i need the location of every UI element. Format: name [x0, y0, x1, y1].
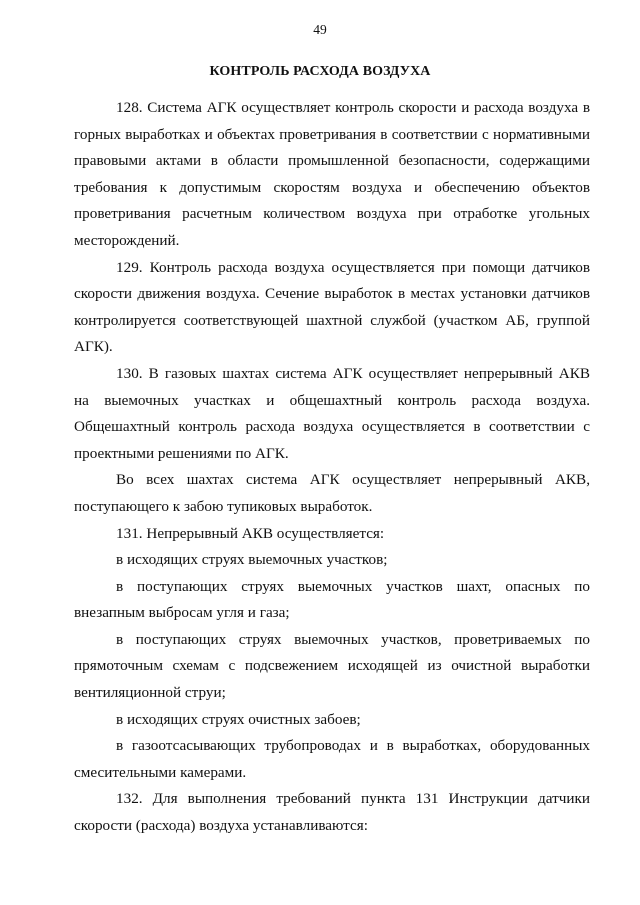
- list-item: в исходящих струях очистных забоев;: [116, 710, 361, 728]
- paragraph-132: 132. Для выполнения требований пункта 131 Инструкции датчики скорости (расхода) воздуха устанавливаются:: [74, 790, 590, 835]
- paragraph-131: 131. Непрерывный АКВ осуществляется:: [116, 524, 385, 542]
- paragraph-128: 128. Система АГК осуществляет контроль скорости и расхода воздуха в горных выработках и объектах проветривания в соответствии с нормативными правовыми актами в области промышленной безопасности, содержащими требования к допустимым скоростям воздуха и обеспечению объектов проветривания расчетным количеством воздуха при отработке угольных месторождений.: [74, 99, 590, 249]
- list-item: в поступающих струях выемочных участков, проветриваемых по прямоточным схемам с подсвежением исходящей из очистной выработки вентиляционной струи;: [74, 630, 590, 702]
- paragraph-129: 129. Контроль расхода воздуха осуществляется при помощи датчиков скорости движения воздуха. Сечение выработок в местах установки датчиков контролируется соответствующей шахтной службой (участком АБ, группой АГК).: [74, 258, 590, 356]
- section-title: КОНТРОЛЬ РАСХОДА ВОЗДУХА: [209, 64, 431, 79]
- list-item: в газоотсасывающих трубопроводах и в выработках, оборудованных смесительными камерами.: [74, 737, 590, 781]
- paragraph-130-continuation: Во всех шахтах система АГК осуществляет непрерывный АКВ, поступающего к забою тупиковых выработок.: [74, 471, 590, 515]
- list-item: в поступающих струях выемочных участков шахт, опасных по внезапным выбросам угля и газа;: [74, 577, 590, 622]
- document-body: [74, 95, 590, 840]
- page-number: 49: [313, 22, 327, 37]
- paragraph-130: 130. В газовых шахтах система АГК осуществляет непрерывный АКВ на выемочных участках и общешахтный контроль расхода воздуха. Общешахтный контроль расхода воздуха осуществляется в соответствии с проектными решениями по АГК.: [74, 364, 590, 462]
- list-item: в исходящих струях выемочных участков;: [116, 551, 388, 569]
